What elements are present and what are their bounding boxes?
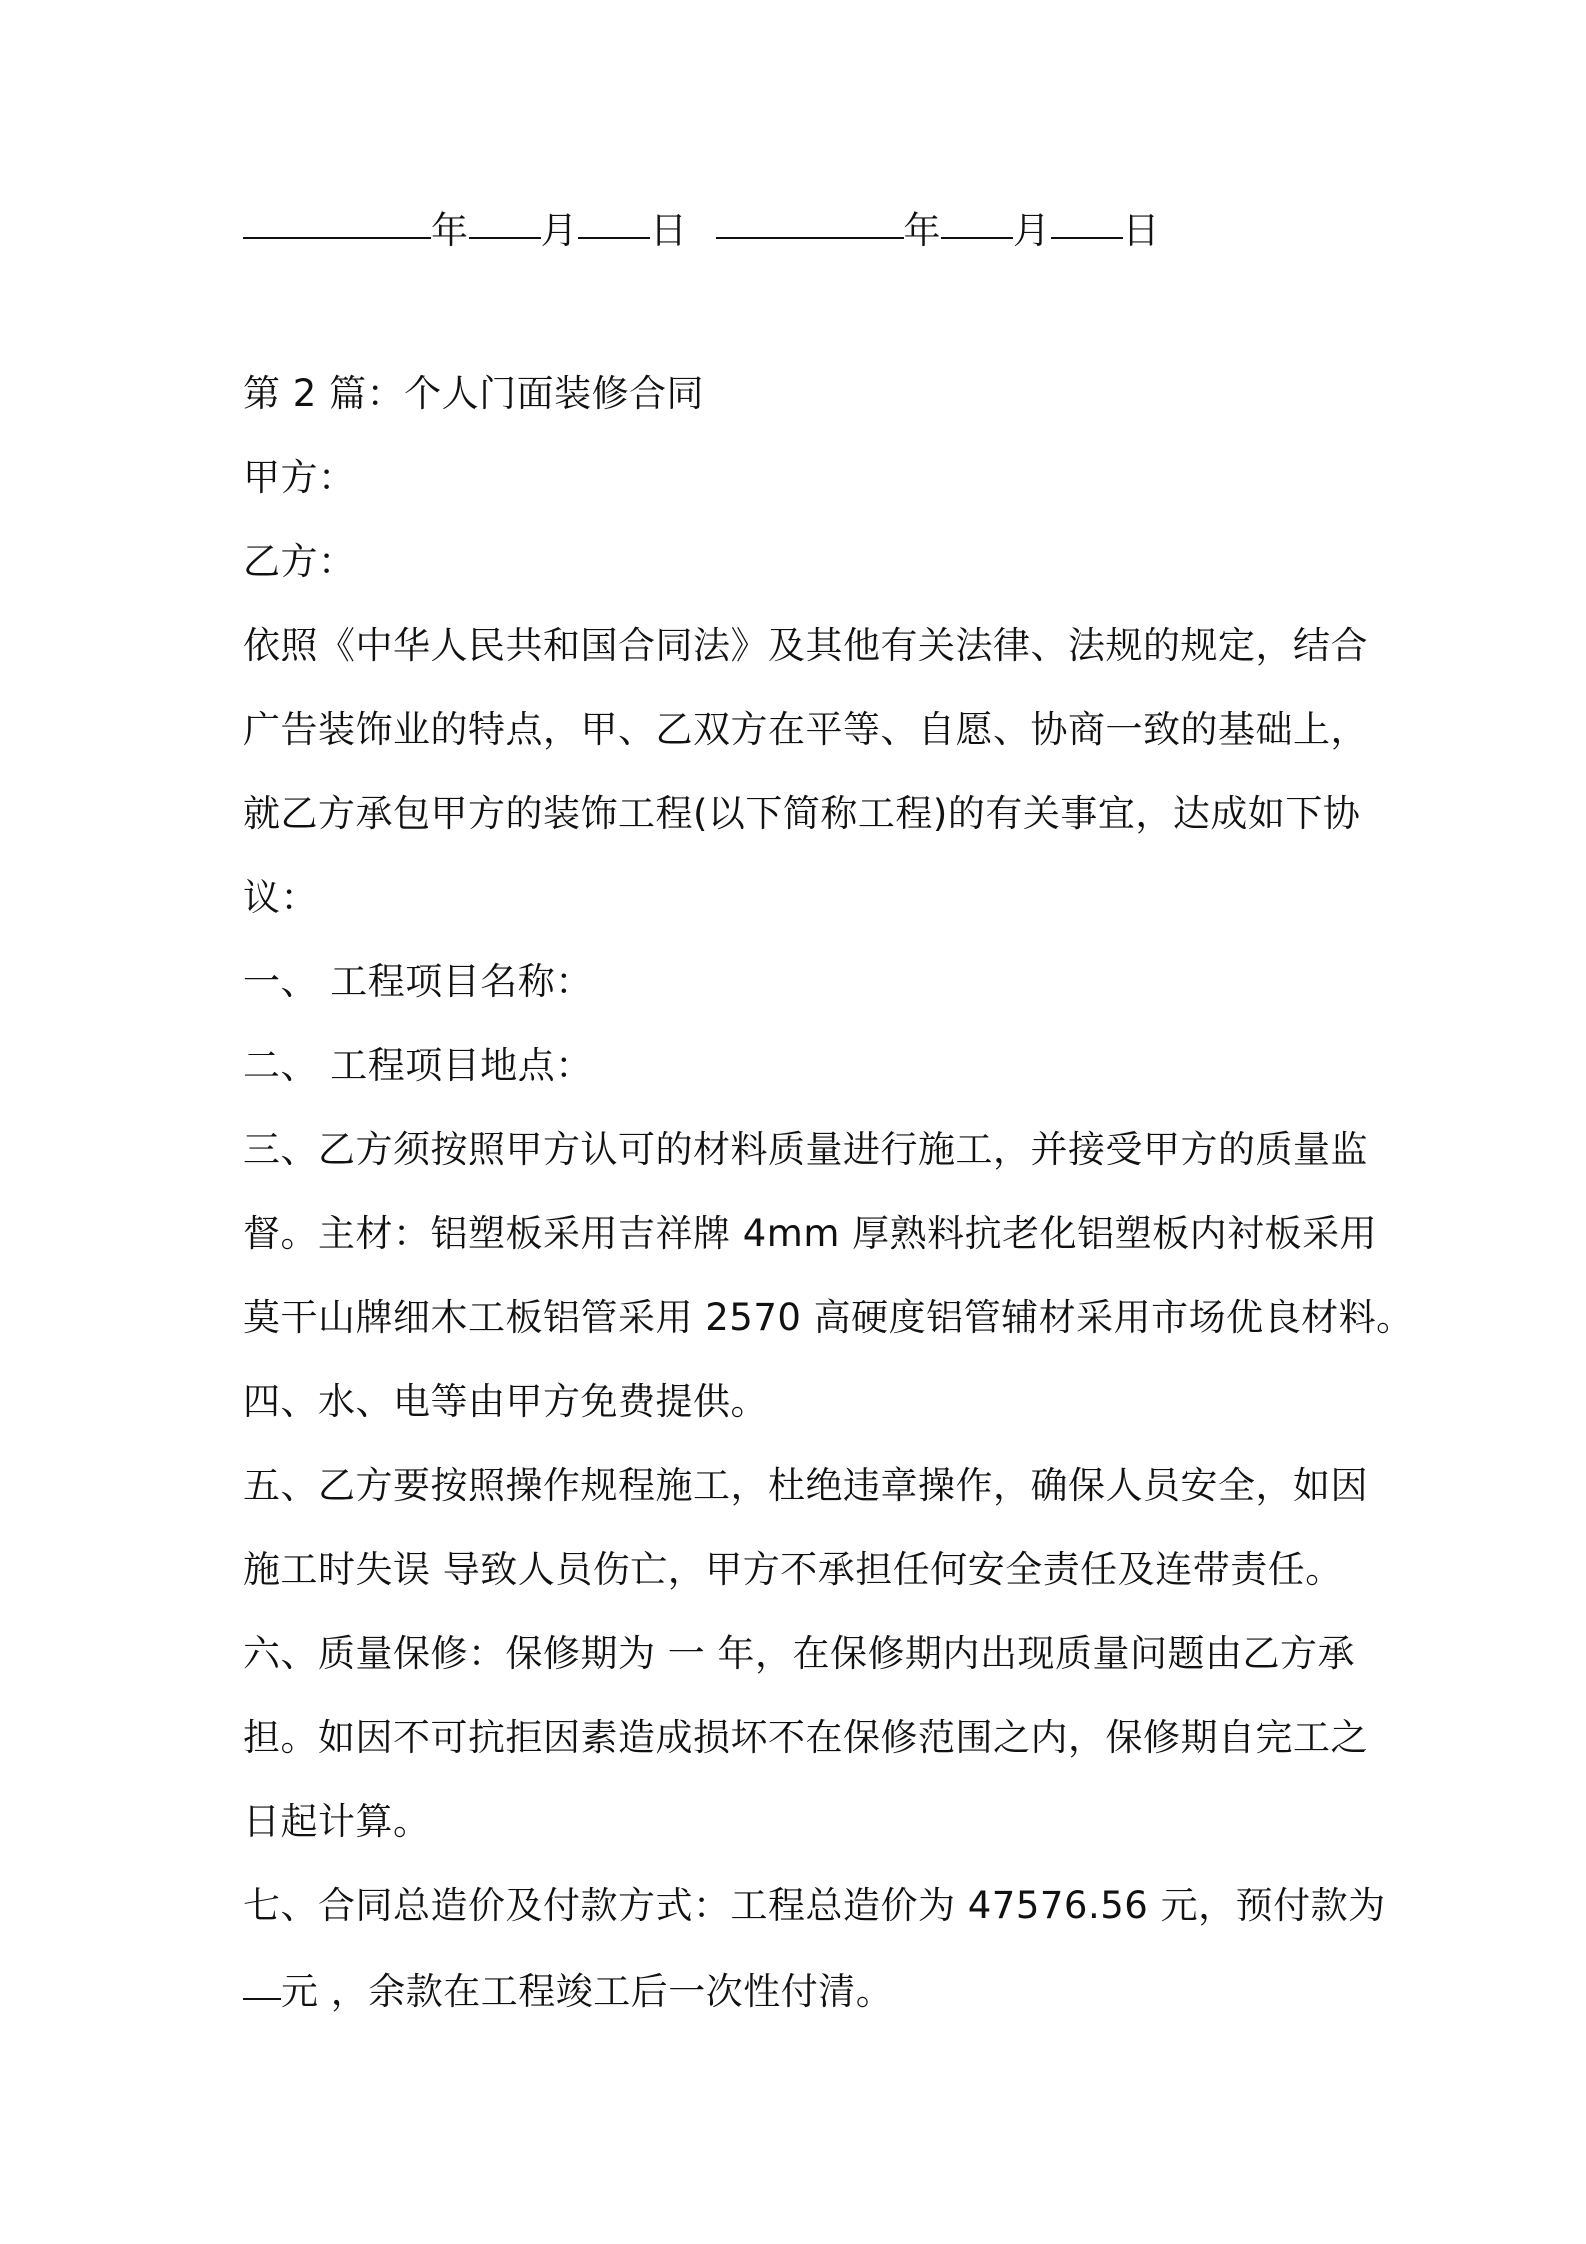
- day-blank-a: [578, 201, 650, 239]
- item7-line-2-text: 元 ，余款在工程竣工后一次性付清。: [281, 1970, 894, 2013]
- item3-line-3: 莫干山牌细木工板铝管采用 2570 高硬度铝管辅材采用市场优良材料。: [243, 1296, 1414, 1339]
- intro-line-3: 就乙方承包甲方的装饰工程(以下简称工程)的有关事宜，达成如下协: [243, 792, 1361, 835]
- party-a-label: 甲方：: [243, 456, 356, 499]
- signature-date-line: [243, 205, 1160, 255]
- item3-line-1: 三、乙方须按照甲方认可的材料质量进行施工，并接受甲方的质量监: [243, 1128, 1368, 1171]
- day-label-b: 日: [1122, 209, 1160, 252]
- item6-line-2: 担。如因不可抗拒因素造成损坏不在保修范围之内，保修期自完工之: [243, 1716, 1368, 1759]
- item5-line-2: 施工时失误 导致人员伤亡，甲方不承担任何安全责任及连带责任。: [243, 1548, 1343, 1591]
- month-blank-b: [941, 201, 1013, 239]
- item6-line-3: 日起计算。: [243, 1800, 431, 1843]
- item4: 四、水、电等由甲方免费提供。: [243, 1380, 768, 1423]
- year-label-a: 年: [431, 209, 469, 252]
- contract-title: 第 2 篇：个人门面装修合同: [243, 372, 705, 415]
- item-project-location: 二、 工程项目地点：: [243, 1044, 593, 1087]
- item5-line-1: 五、乙方要按照操作规程施工，杜绝违章操作，确保人员安全，如因: [243, 1464, 1368, 1507]
- item7-line-2: [243, 1966, 893, 2016]
- intro-line-4: 议：: [243, 876, 318, 919]
- item3-line-2: 督。主材：铝塑板采用吉祥牌 4mm 厚熟料抗老化铝塑板内衬板采用: [243, 1212, 1378, 1255]
- month-blank-a: [469, 201, 541, 239]
- year-blank-b: [716, 201, 904, 239]
- year-blank-a: [243, 201, 431, 239]
- intro-line-1: 依照《中华人民共和国合同法》及其他有关法律、法规的规定，结合: [243, 624, 1368, 667]
- item-project-name: 一、 工程项目名称：: [243, 960, 593, 1003]
- intro-line-2: 广告装饰业的特点，甲、乙双方在平等、自愿、协商一致的基础上，: [243, 708, 1368, 751]
- prepayment-blank: [243, 1962, 281, 2000]
- year-label-b: 年: [903, 209, 941, 252]
- day-label-a: 日: [650, 209, 688, 252]
- month-label-a: 月: [540, 209, 578, 252]
- item6-line-1: 六、质量保修：保修期为 一 年，在保修期内出现质量问题由乙方承: [243, 1632, 1356, 1675]
- party-b-label: 乙方：: [243, 540, 356, 583]
- item7-line-1: 七、合同总造价及付款方式：工程总造价为 47576.56 元，预付款为: [243, 1884, 1386, 1927]
- day-blank-b: [1051, 201, 1123, 239]
- month-label-b: 月: [1013, 209, 1051, 252]
